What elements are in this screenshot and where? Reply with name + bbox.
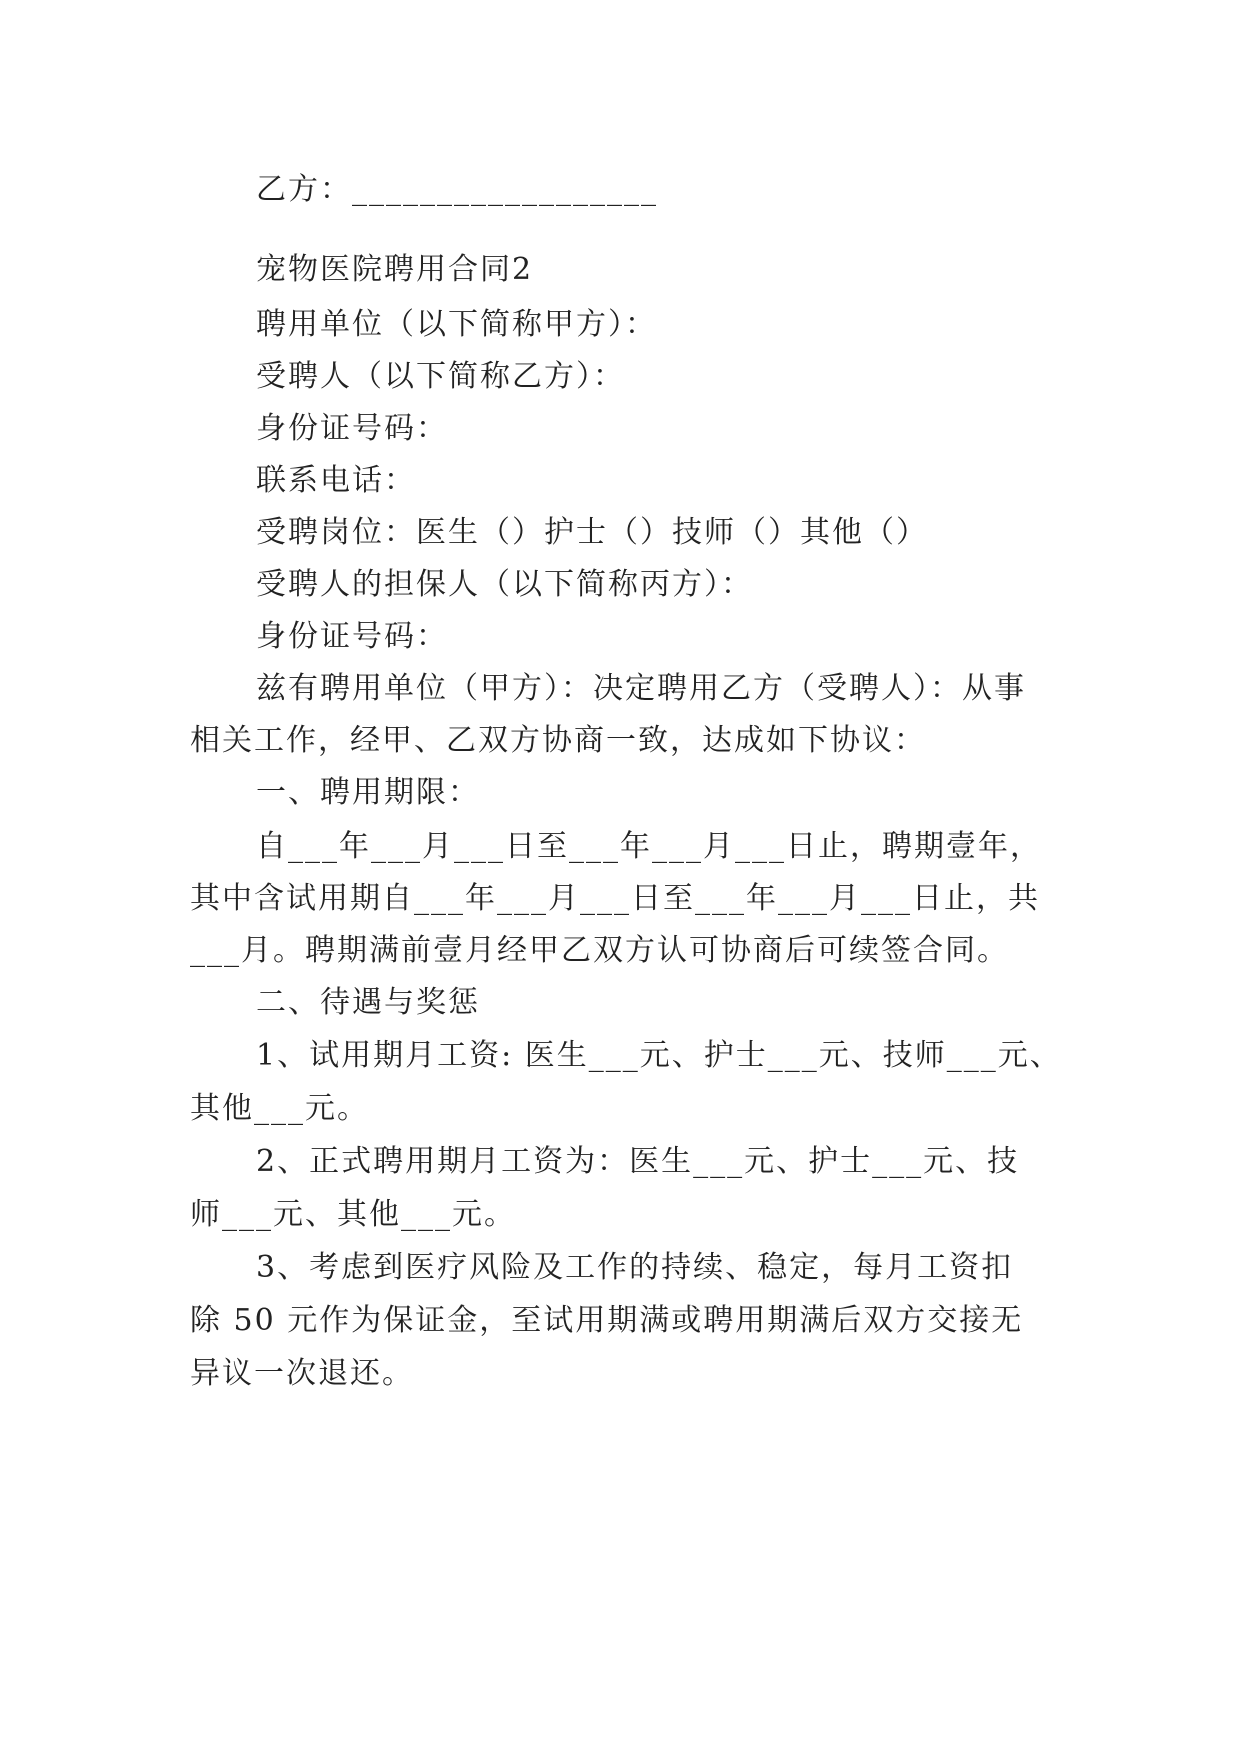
- guarantor-id-line: 身份证号码：: [256, 619, 448, 654]
- employer-line: 聘用单位（以下简称甲方）：: [256, 307, 657, 342]
- employee-line: 受聘人（以下简称乙方）：: [256, 359, 625, 394]
- term-line-2: 其中含试用期自___年___月___日至___年___月___日止，共: [190, 881, 1040, 916]
- position-line: 受聘岗位：医生（）护士（）技师（）其他（）: [256, 515, 928, 550]
- party-b-signature-line: 乙方：__________________: [256, 172, 658, 207]
- section-2-heading: 二、待遇与奖惩: [256, 985, 480, 1020]
- id-number-line: 身份证号码：: [256, 411, 448, 446]
- deposit-line-3: 异议一次退还。: [190, 1356, 414, 1391]
- probation-salary-line-2: 其他___元。: [190, 1091, 369, 1126]
- deposit-line-2: 除 50 元作为保证金，至试用期满或聘用期满后双方交接无: [190, 1303, 1024, 1338]
- probation-salary-line-1: 1、试用期月工资: 医生___元、护士___元、技师___元、: [256, 1038, 1062, 1073]
- phone-line: 联系电话：: [256, 463, 416, 498]
- term-line-1: 自___年___月___日至___年___月___日止，聘期壹年，: [256, 829, 1042, 864]
- section-1-heading: 一、聘用期限：: [256, 775, 480, 810]
- term-line-3: ___月。聘期满前壹月经甲乙双方认可协商后可续签合同。: [190, 933, 1009, 968]
- agreement-intro-line-2: 相关工作，经甲、乙双方协商一致，达成如下协议：: [190, 723, 926, 758]
- formal-salary-line-2: 师___元、其他___元。: [190, 1197, 516, 1232]
- agreement-intro-line-1: 兹有聘用单位（甲方）：决定聘用乙方（受聘人）：从事: [256, 671, 1026, 706]
- guarantor-line: 受聘人的担保人（以下简称丙方）：: [256, 567, 753, 602]
- formal-salary-line-1: 2、正式聘用期月工资为：医生___元、护士___元、技: [256, 1144, 1020, 1179]
- deposit-line-1: 3、考虑到医疗风险及工作的持续、稳定，每月工资扣: [256, 1250, 1014, 1285]
- contract-title: 宠物医院聘用合同2: [256, 252, 534, 287]
